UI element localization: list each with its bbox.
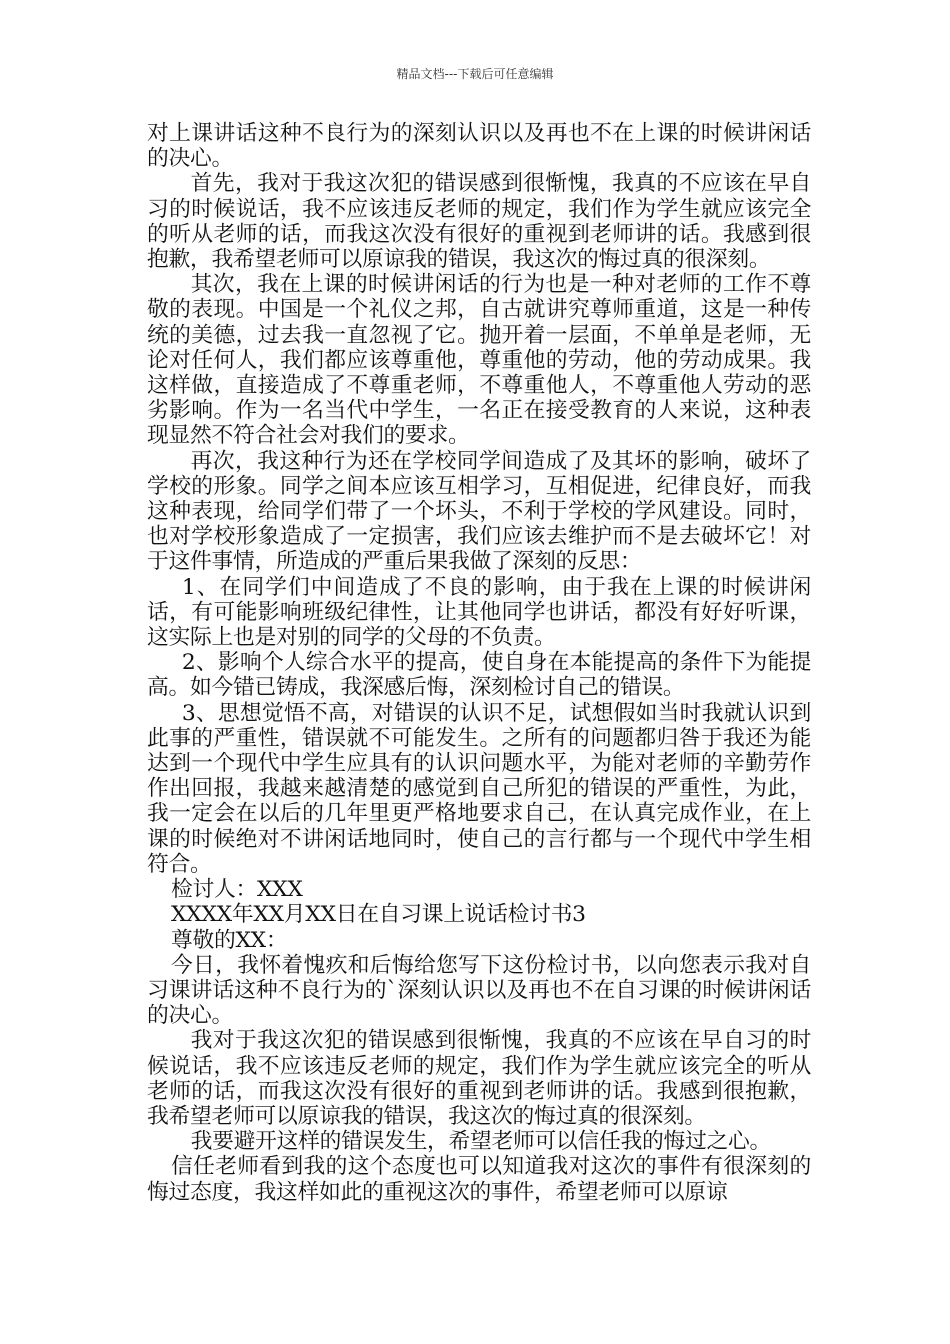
document-body — [147, 121, 811, 1205]
paragraph: 再次，我这种行为还在学校同学间造成了及其坏的影响，破坏了学校的形象。同学之间本应该互相学习，互相促进，纪律良好，而我这种表现，给同学们带了一个坏头，不利于学校的学风建设。同时，也对学校形象造成了一定损害，我们应该去维护而不是去破坏它！对于这件事情，所造成的严重后果我做了深刻的反思： — [147, 448, 811, 575]
paragraph: 我要避开这样的错误发生，希望老师可以信任我的悔过之心。 — [190, 1129, 772, 1155]
paragraph: 检讨人：XXX — [170, 877, 303, 903]
paragraph: 对上课讲话这种不良行为的深刻认识以及再也不在上课的时候讲闲话的决心。 — [147, 121, 811, 172]
paragraph: 首先，我对于我这次犯的错误感到很惭愧，我真的不应该在早自习的时候说话，我不应该违反老师的规定，我们作为学生就应该完全的听从老师的话，而我这次没有很好的重视到老师讲的话。我感到很抱歉，我希望老师可以原谅我的错误，我这次的悔过真的很深刻。 — [147, 171, 811, 273]
paragraph: 其次，我在上课的时候讲闲话的行为也是一种对老师的工作不尊敬的表现。中国是一个礼仪之邦，自古就讲究尊师重道，这是一种传统的美德，过去我一直忽视了它。抛开着一层面，不单单是老师，无论对任何人，我们都应该尊重他，尊重他的劳动，他的劳动成果。我这样做，直接造成了不尊重老师，不尊重他人，不尊重他人劳动的恶劣影响。作为一名当代中学生，一名正在接受教育的人来说，这种表现显然不符合社会对我们的要求。 — [147, 272, 811, 449]
paragraph: 尊敬的XX： — [170, 927, 288, 953]
page-header: 精品文档---下载后可任意编辑 — [396, 67, 554, 81]
paragraph: 信任老师看到我的这个态度也可以知道我对这次的事件有很深刻的悔过态度，我这样如此的重视这次的事件，希望老师可以原谅 — [147, 1154, 811, 1205]
paragraph: XXXX年XX月XX日在自习课上说话检讨书3 — [170, 902, 586, 928]
paragraph: 3、思想觉悟不高，对错误的认识不足，试想假如当时我就认识到此事的严重性，错误就不可能发生。之所有的问题都归咎于我还为能达到一个现代中学生应具有的认识问题水平，为能对老师的辛勤劳作作出回报，我越来越清楚的感觉到自己所犯的错误的严重性，为此，我一定会在以后的几年里更严格地要求自己，在认真完成作业，在上课的时候绝对不讲闲话地同时，使自己的言行都与一个现代中学生相符合。 — [147, 700, 811, 877]
paragraph: 我对于我这次犯的错误感到很惭愧，我真的不应该在早自习的时候说话，我不应该违反老师的规定，我们作为学生就应该完全的听从老师的话，而我这次没有很好的重视到老师讲的话。我感到很抱歉，我希望老师可以原谅我的错误，我这次的悔过真的很深刻。 — [147, 1028, 811, 1129]
paragraph: 2、影响个人综合水平的提高，使自身在本能提高的条件下为能提高。如今错已铸成，我深感后悔，深刻检讨自己的错误。 — [147, 650, 811, 701]
paragraph: 今日，我怀着愧疚和后悔给您写下这份检讨书，以向您表示我对自习课讲话这种不良行为的`深刻认识以及再也不在自习课的时候讲闲话的决心。 — [147, 952, 811, 1029]
paragraph: 1、在同学们中间造成了不良的影响，由于我在上课的时候讲闲话，有可能影响班级纪律性，让其他同学也讲话，都没有好好听课，这实际上也是对别的同学的父母的不负责。 — [147, 574, 811, 651]
